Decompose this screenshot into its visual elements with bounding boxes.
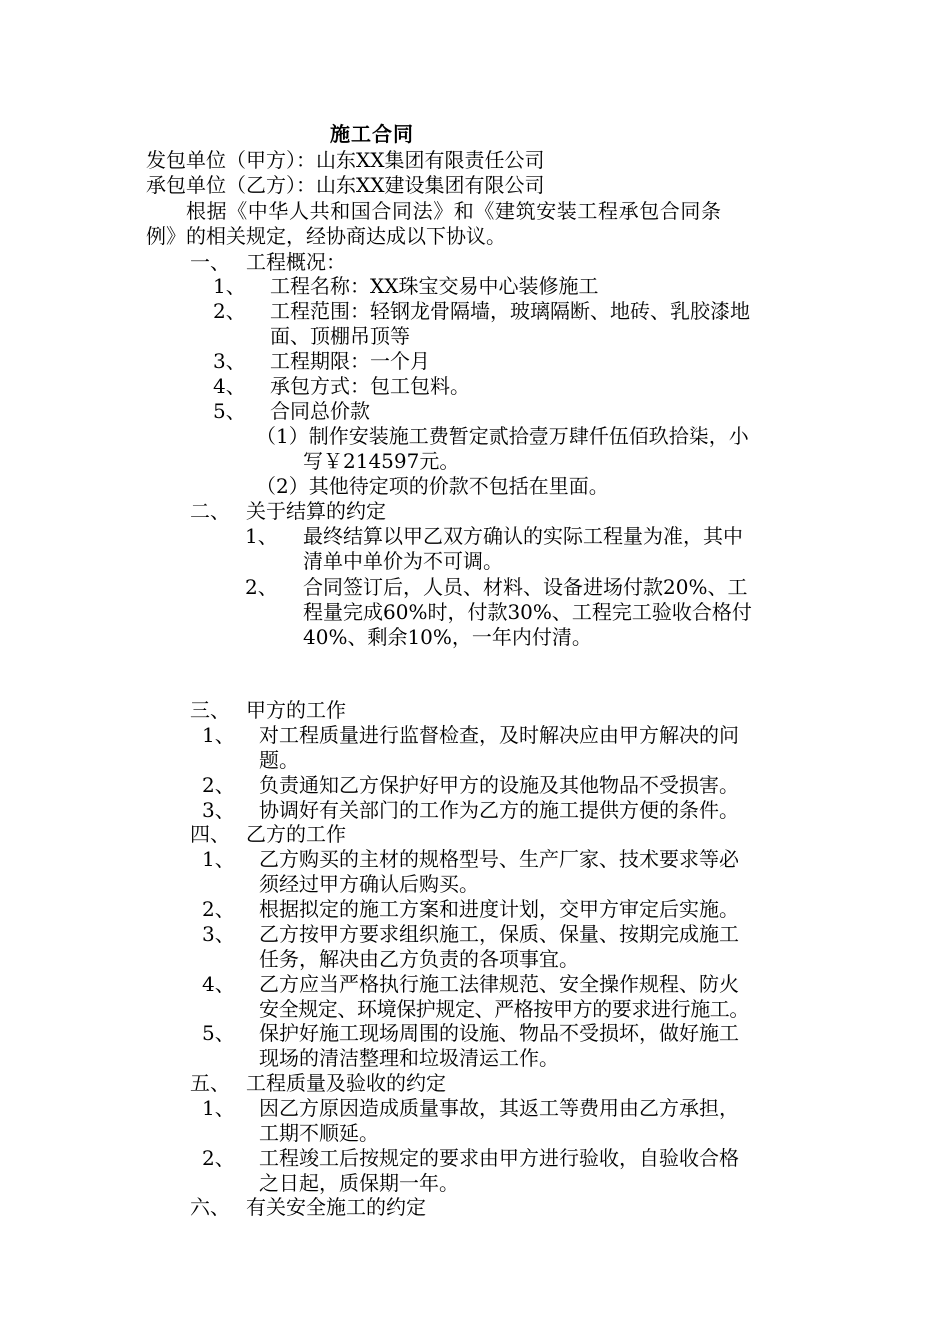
- section-4-item-3-number: 3、: [202, 922, 235, 946]
- section-1-item-2-line-1: 工程范围：轻钢龙骨隔墙，玻璃隔断、地砖、乳胶漆地: [270, 299, 750, 323]
- section-1-sub-1-line-2: 写￥214597元。: [303, 449, 460, 473]
- section-3-item-1-line-1: 对工程质量进行监督检查，及时解决应由甲方解决的问: [259, 723, 739, 747]
- section-4-item-1-line-2: 须经过甲方确认后购买。: [259, 872, 479, 896]
- section-3-item-3-line-1: 协调好有关部门的工作为乙方的施工提供方便的条件。: [259, 798, 739, 822]
- section-1-item-3-text: 工程期限：一个月: [270, 349, 430, 373]
- section-6-heading: 有关安全施工的约定: [246, 1195, 426, 1219]
- section-5-item-1-number: 1、: [202, 1096, 235, 1120]
- contract-title: 施工合同: [330, 122, 414, 146]
- section-4-number: 四、: [190, 822, 230, 846]
- section-5-item-2-line-2: 之日起，质保期一年。: [259, 1171, 459, 1195]
- section-1-item-2-line-2: 面、顶棚吊顶等: [270, 324, 410, 348]
- section-1-sub-1-line-1: （1）制作安装施工费暂定贰拾壹万肆仟伍佰玖拾柒，小: [256, 424, 749, 448]
- section-3-item-3-number: 3、: [202, 798, 235, 822]
- section-3-item-2-line-1: 负责通知乙方保护好甲方的设施及其他物品不受损害。: [259, 773, 739, 797]
- section-4-item-2-number: 2、: [202, 897, 235, 921]
- section-1-item-1-text: 工程名称：XX珠宝交易中心装修施工: [270, 274, 599, 298]
- section-5-item-1-line-1: 因乙方原因造成质量事故，其返工等费用由乙方承担，: [259, 1096, 739, 1120]
- section-1-item-4-number: 4、: [213, 374, 246, 398]
- section-2-item-1-number: 1、: [245, 524, 278, 548]
- intro-line-2: 例》的相关规定，经协商达成以下协议。: [146, 224, 506, 248]
- section-4-item-4-number: 4、: [202, 972, 235, 996]
- section-6-number: 六、: [190, 1195, 230, 1219]
- section-4-item-4-line-2: 安全规定、环境保护规定、严格按甲方的要求进行施工。: [259, 997, 749, 1021]
- section-1-item-2-number: 2、: [213, 299, 246, 323]
- section-5-heading: 工程质量及验收的约定: [246, 1071, 446, 1095]
- section-2-heading: 关于结算的约定: [246, 499, 386, 523]
- section-5-item-1-line-2: 工期不顺延。: [259, 1121, 379, 1145]
- section-3-item-2-number: 2、: [202, 773, 235, 797]
- section-4-item-5-line-1: 保护好施工现场周围的设施、物品不受损坏，做好施工: [259, 1021, 739, 1045]
- section-1-item-5-text: 合同总价款: [270, 399, 370, 423]
- section-3-item-1-line-2: 题。: [259, 748, 299, 772]
- section-4-heading: 乙方的工作: [246, 822, 346, 846]
- section-3-number: 三、: [190, 698, 230, 722]
- party-b-line: 承包单位（乙方）：山东XX建设集团有限公司: [146, 173, 545, 197]
- section-1-item-5-number: 5、: [213, 399, 246, 423]
- section-2-item-2-line-1: 合同签订后，人员、材料、设备进场付款20%、工: [303, 575, 748, 599]
- section-1-number: 一、: [190, 250, 230, 274]
- section-2-number: 二、: [190, 499, 230, 523]
- section-2-item-2-line-2: 程量完成60%时，付款30%、工程完工验收合格付: [303, 600, 752, 624]
- section-4-item-3-line-2: 任务，解决由乙方负责的各项事宜。: [259, 947, 579, 971]
- section-4-item-4-line-1: 乙方应当严格执行施工法律规范、安全操作规程、防火: [259, 972, 739, 996]
- section-1-sub-2: （2）其他待定项的价款不包括在里面。: [256, 474, 609, 498]
- section-5-item-2-number: 2、: [202, 1146, 235, 1170]
- section-2-item-1-line-1: 最终结算以甲乙双方确认的实际工程量为准，其中: [303, 524, 743, 548]
- party-a-line: 发包单位（甲方）：山东XX集团有限责任公司: [146, 148, 545, 172]
- section-4-item-5-line-2: 现场的清洁整理和垃圾清运工作。: [259, 1046, 559, 1070]
- section-4-item-2-line-1: 根据拟定的施工方案和进度计划，交甲方审定后实施。: [259, 897, 739, 921]
- section-4-item-3-line-1: 乙方按甲方要求组织施工，保质、保量、按期完成施工: [259, 922, 739, 946]
- section-5-item-2-line-1: 工程竣工后按规定的要求由甲方进行验收，自验收合格: [259, 1146, 739, 1170]
- intro-line-1: 根据《中华人共和国合同法》和《建筑安装工程承包合同条: [186, 199, 722, 223]
- section-3-item-1-number: 1、: [202, 723, 235, 747]
- section-2-item-2-number: 2、: [245, 575, 278, 599]
- section-1-heading: 工程概况：: [246, 250, 346, 274]
- section-1-item-3-number: 3、: [213, 349, 246, 373]
- section-4-item-1-line-1: 乙方购买的主材的规格型号、生产厂家、技术要求等必: [259, 847, 739, 871]
- section-5-number: 五、: [190, 1071, 230, 1095]
- section-4-item-1-number: 1、: [202, 847, 235, 871]
- section-3-heading: 甲方的工作: [246, 698, 346, 722]
- section-4-item-5-number: 5、: [202, 1021, 235, 1045]
- section-1-item-4-text: 承包方式：包工包料。: [270, 374, 470, 398]
- section-2-item-2-line-3: 40%、剩余10%，一年内付清。: [303, 625, 592, 649]
- section-1-item-1-number: 1、: [213, 274, 246, 298]
- section-2-item-1-line-2: 清单中单价为不可调。: [303, 549, 503, 573]
